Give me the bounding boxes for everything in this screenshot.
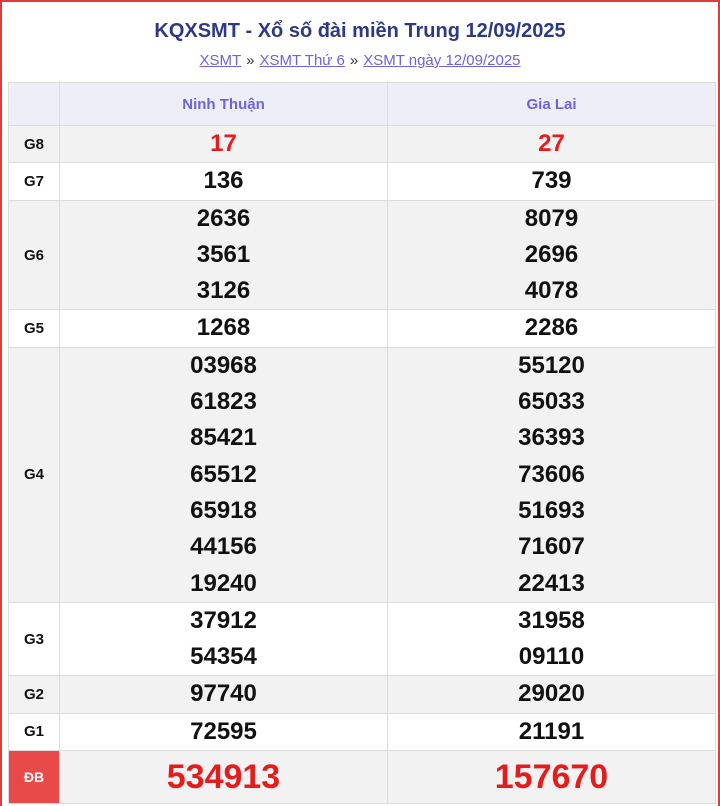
prize-number: 19240 [190, 569, 257, 597]
breadcrumb-link-xsmt-thu-6[interactable]: XSMT Thứ 6 [259, 52, 345, 69]
prize-cell [60, 200, 388, 310]
prize-label: G8 [9, 126, 60, 163]
province-name-ninh-thuan[interactable]: Ninh Thuận [60, 83, 388, 126]
province-header-row [9, 83, 716, 126]
prize-cell [388, 602, 716, 676]
prize-number: 51693 [518, 496, 585, 524]
prize-number: 09110 [518, 643, 585, 671]
prize-number: 2696 [524, 240, 579, 268]
prize-number: 36393 [518, 424, 585, 452]
prize-row-db [9, 751, 716, 804]
prize-cell [60, 126, 388, 163]
prize-label: G1 [9, 713, 60, 750]
prize-number: 17 [210, 130, 237, 157]
prize-number: 03968 [190, 351, 257, 379]
breadcrumb-separator: » [246, 52, 255, 69]
prize-label: G3 [9, 602, 60, 676]
breadcrumb-separator: » [349, 52, 359, 69]
prize-row-g4 [9, 347, 716, 602]
prize-number: 44156 [190, 533, 257, 561]
prize-row-g2 [9, 676, 716, 713]
breadcrumb [2, 52, 718, 69]
page-title: KQXSMT - Xổ số đài miền Trung 12/09/2025 [154, 20, 566, 42]
prize-row-g7 [9, 163, 716, 200]
prize-number: 2286 [524, 314, 579, 342]
prize-row-g1 [9, 713, 716, 750]
results-header [2, 2, 718, 82]
prize-row-g3 [9, 602, 716, 676]
prize-number: 22413 [518, 569, 585, 597]
prize-cell [60, 676, 388, 713]
prize-number: 8079 [524, 204, 579, 232]
prize-number: 534913 [166, 758, 281, 797]
prize-cell [388, 163, 716, 200]
prize-cell [60, 347, 388, 602]
province-name-gia-lai[interactable]: Gia Lai [388, 83, 716, 126]
prize-number: 97740 [190, 680, 257, 708]
prize-number: 2636 [196, 204, 251, 232]
prize-row-g8 [9, 126, 716, 163]
prize-number: 71607 [518, 533, 585, 561]
prize-number: 4078 [524, 277, 579, 305]
prize-number: 85421 [190, 424, 257, 452]
prize-number: 61823 [190, 388, 257, 416]
prize-number: 739 [531, 167, 572, 195]
prize-number: 73606 [518, 460, 585, 488]
prize-label: G7 [9, 163, 60, 200]
prize-label: G4 [9, 347, 60, 602]
prize-label: G5 [9, 310, 60, 347]
prize-number: 31958 [518, 606, 585, 634]
prize-label: G2 [9, 676, 60, 713]
prize-cell [388, 713, 716, 750]
prize-cell [388, 126, 716, 163]
prize-row-g5 [9, 310, 716, 347]
prize-number: 65918 [190, 496, 257, 524]
prize-number: 65033 [518, 388, 585, 416]
results-table [8, 82, 716, 804]
prize-number: 37912 [190, 606, 257, 634]
prize-number: 54354 [190, 643, 257, 671]
prize-number: 29020 [518, 680, 585, 708]
prize-cell [60, 713, 388, 750]
prize-row-g6 [9, 200, 716, 310]
prize-number: 27 [538, 130, 565, 157]
prize-number: 157670 [494, 758, 609, 797]
prize-label: G6 [9, 200, 60, 310]
prize-label: ĐB [9, 751, 60, 804]
prize-cell [388, 200, 716, 310]
prize-number: 136 [203, 167, 244, 195]
prize-number: 21191 [518, 717, 585, 745]
prize-cell [60, 163, 388, 200]
prize-cell [388, 751, 716, 804]
prize-number: 55120 [518, 351, 585, 379]
prize-cell [388, 310, 716, 347]
prize-number: 3561 [196, 240, 251, 268]
prize-number: 72595 [190, 717, 257, 745]
prize-cell [60, 310, 388, 347]
prize-rows [9, 126, 716, 804]
breadcrumb-link-xsmt[interactable]: XSMT [199, 52, 242, 69]
prize-number: 1268 [196, 314, 251, 342]
breadcrumb-link-xsmt-date[interactable]: XSMT ngày 12/09/2025 [363, 52, 521, 69]
prize-cell [60, 751, 388, 804]
prize-number: 65512 [190, 460, 257, 488]
prize-cell [388, 676, 716, 713]
prize-number: 3126 [196, 277, 251, 305]
prize-cell [388, 347, 716, 602]
header-corner-cell [9, 83, 60, 126]
prize-cell [60, 602, 388, 676]
